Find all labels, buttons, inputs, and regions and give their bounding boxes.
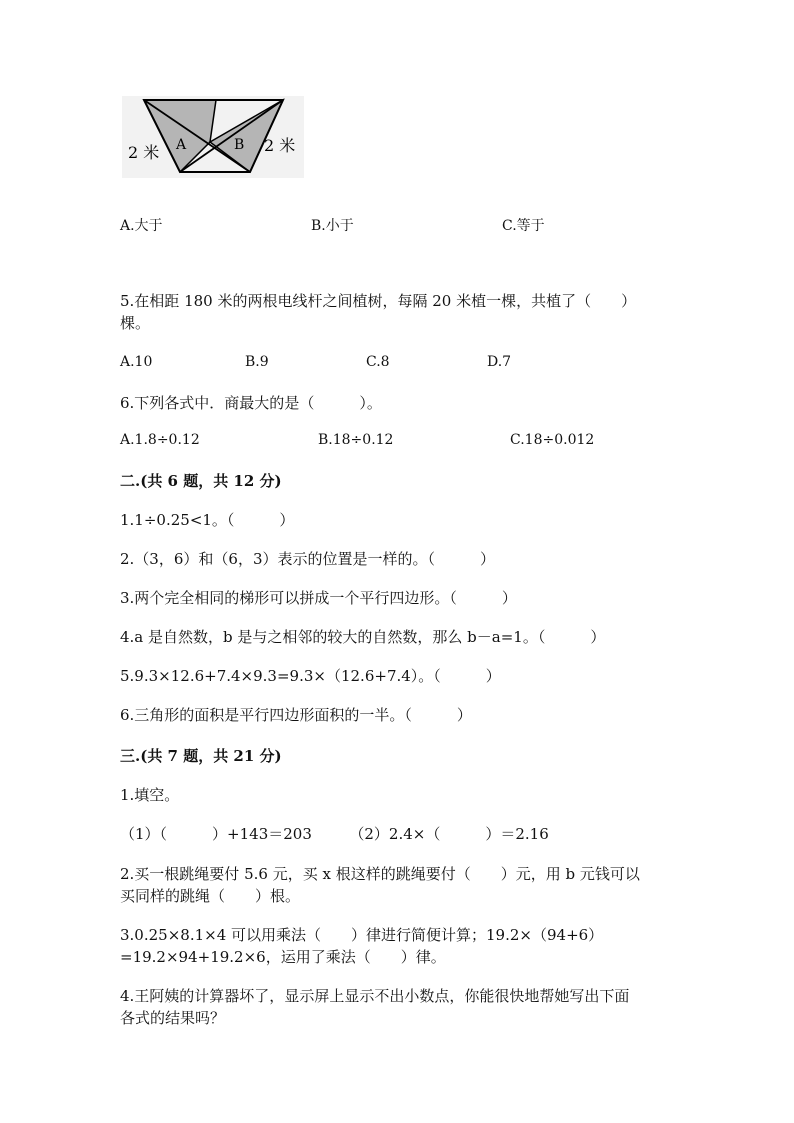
section3-q2-line1: 2.买一根跳绳要付 5.6 元，买 x 根这样的跳绳要付（ ）元，用 b 元钱可以 — [120, 865, 640, 883]
section2-item-3: 3.两个完全相同的梯形可以拼成一个平行四边形。（ ） — [120, 589, 517, 607]
region-a-label: A — [176, 137, 187, 153]
q4-option-c[interactable]: C.等于 — [502, 218, 545, 234]
q5-text-line1: 5.在相距 180 米的两根电线杆之间植树，每隔 20 米植一棵，共植了（ ） — [120, 292, 637, 310]
trapezoid-figure — [118, 92, 308, 182]
section3-q1-line: （1）（ ）+143＝203 （2）2.4×（ ）＝2.16 — [120, 825, 549, 843]
section3-q3-line1: 3.0.25×8.1×4 可以用乘法（ ）律进行简便计算；19.2×（94+6） — [120, 926, 604, 944]
section2-item-2: 2.（3，6）和（6，3）表示的位置是一样的。（ ） — [120, 550, 495, 568]
q6-option-a[interactable]: A.1.8÷0.12 — [120, 432, 200, 448]
section2-item-4: 4.a 是自然数，b 是与之相邻的较大的自然数，那么 b－a=1。（ ） — [120, 628, 606, 646]
region-b-label: B — [234, 137, 245, 153]
q6-text: 6.下列各式中．商最大的是（ ）。 — [120, 394, 382, 412]
section3-heading: 三.(共 7 题，共 21 分) — [120, 747, 282, 765]
q5-text-line2: 棵。 — [120, 314, 151, 332]
section3-q2-line2: 买同样的跳绳（ ）根。 — [120, 887, 301, 905]
q5-option-d[interactable]: D.7 — [487, 354, 512, 370]
q6-option-b[interactable]: B.18÷0.12 — [318, 432, 394, 448]
q6-option-c[interactable]: C.18÷0.012 — [510, 432, 595, 448]
section3-q3-line2: =19.2×94+19.2×6，运用了乘法（ ）律。 — [120, 948, 446, 966]
q4-option-a[interactable]: A.大于 — [120, 218, 163, 234]
q5-option-a[interactable]: A.10 — [120, 354, 153, 370]
section2-heading: 二.(共 6 题，共 12 分) — [120, 472, 282, 490]
section2-item-1: 1.1÷0.25<1。（ ） — [120, 511, 295, 529]
left-side-label: 2 米 — [128, 143, 160, 162]
section2-item-6: 6.三角形的面积是平行四边形面积的一半。（ ） — [120, 706, 472, 724]
section3-q1-title: 1.填空。 — [120, 786, 180, 804]
section3-q4-line1: 4.王阿姨的计算器坏了，显示屏上显示不出小数点，你能很快地帮她写出下面 — [120, 987, 630, 1005]
q4-option-b[interactable]: B.小于 — [311, 218, 354, 234]
section2-item-5: 5.9.3×12.6+7.4×9.3=9.3×（12.6+7.4）。（ ） — [120, 667, 501, 685]
section3-q4-line2: 各式的结果吗？ — [120, 1009, 226, 1027]
right-side-label: 2 米 — [264, 136, 296, 155]
q5-option-c[interactable]: C.8 — [366, 354, 390, 370]
q5-option-b[interactable]: B.9 — [245, 354, 269, 370]
